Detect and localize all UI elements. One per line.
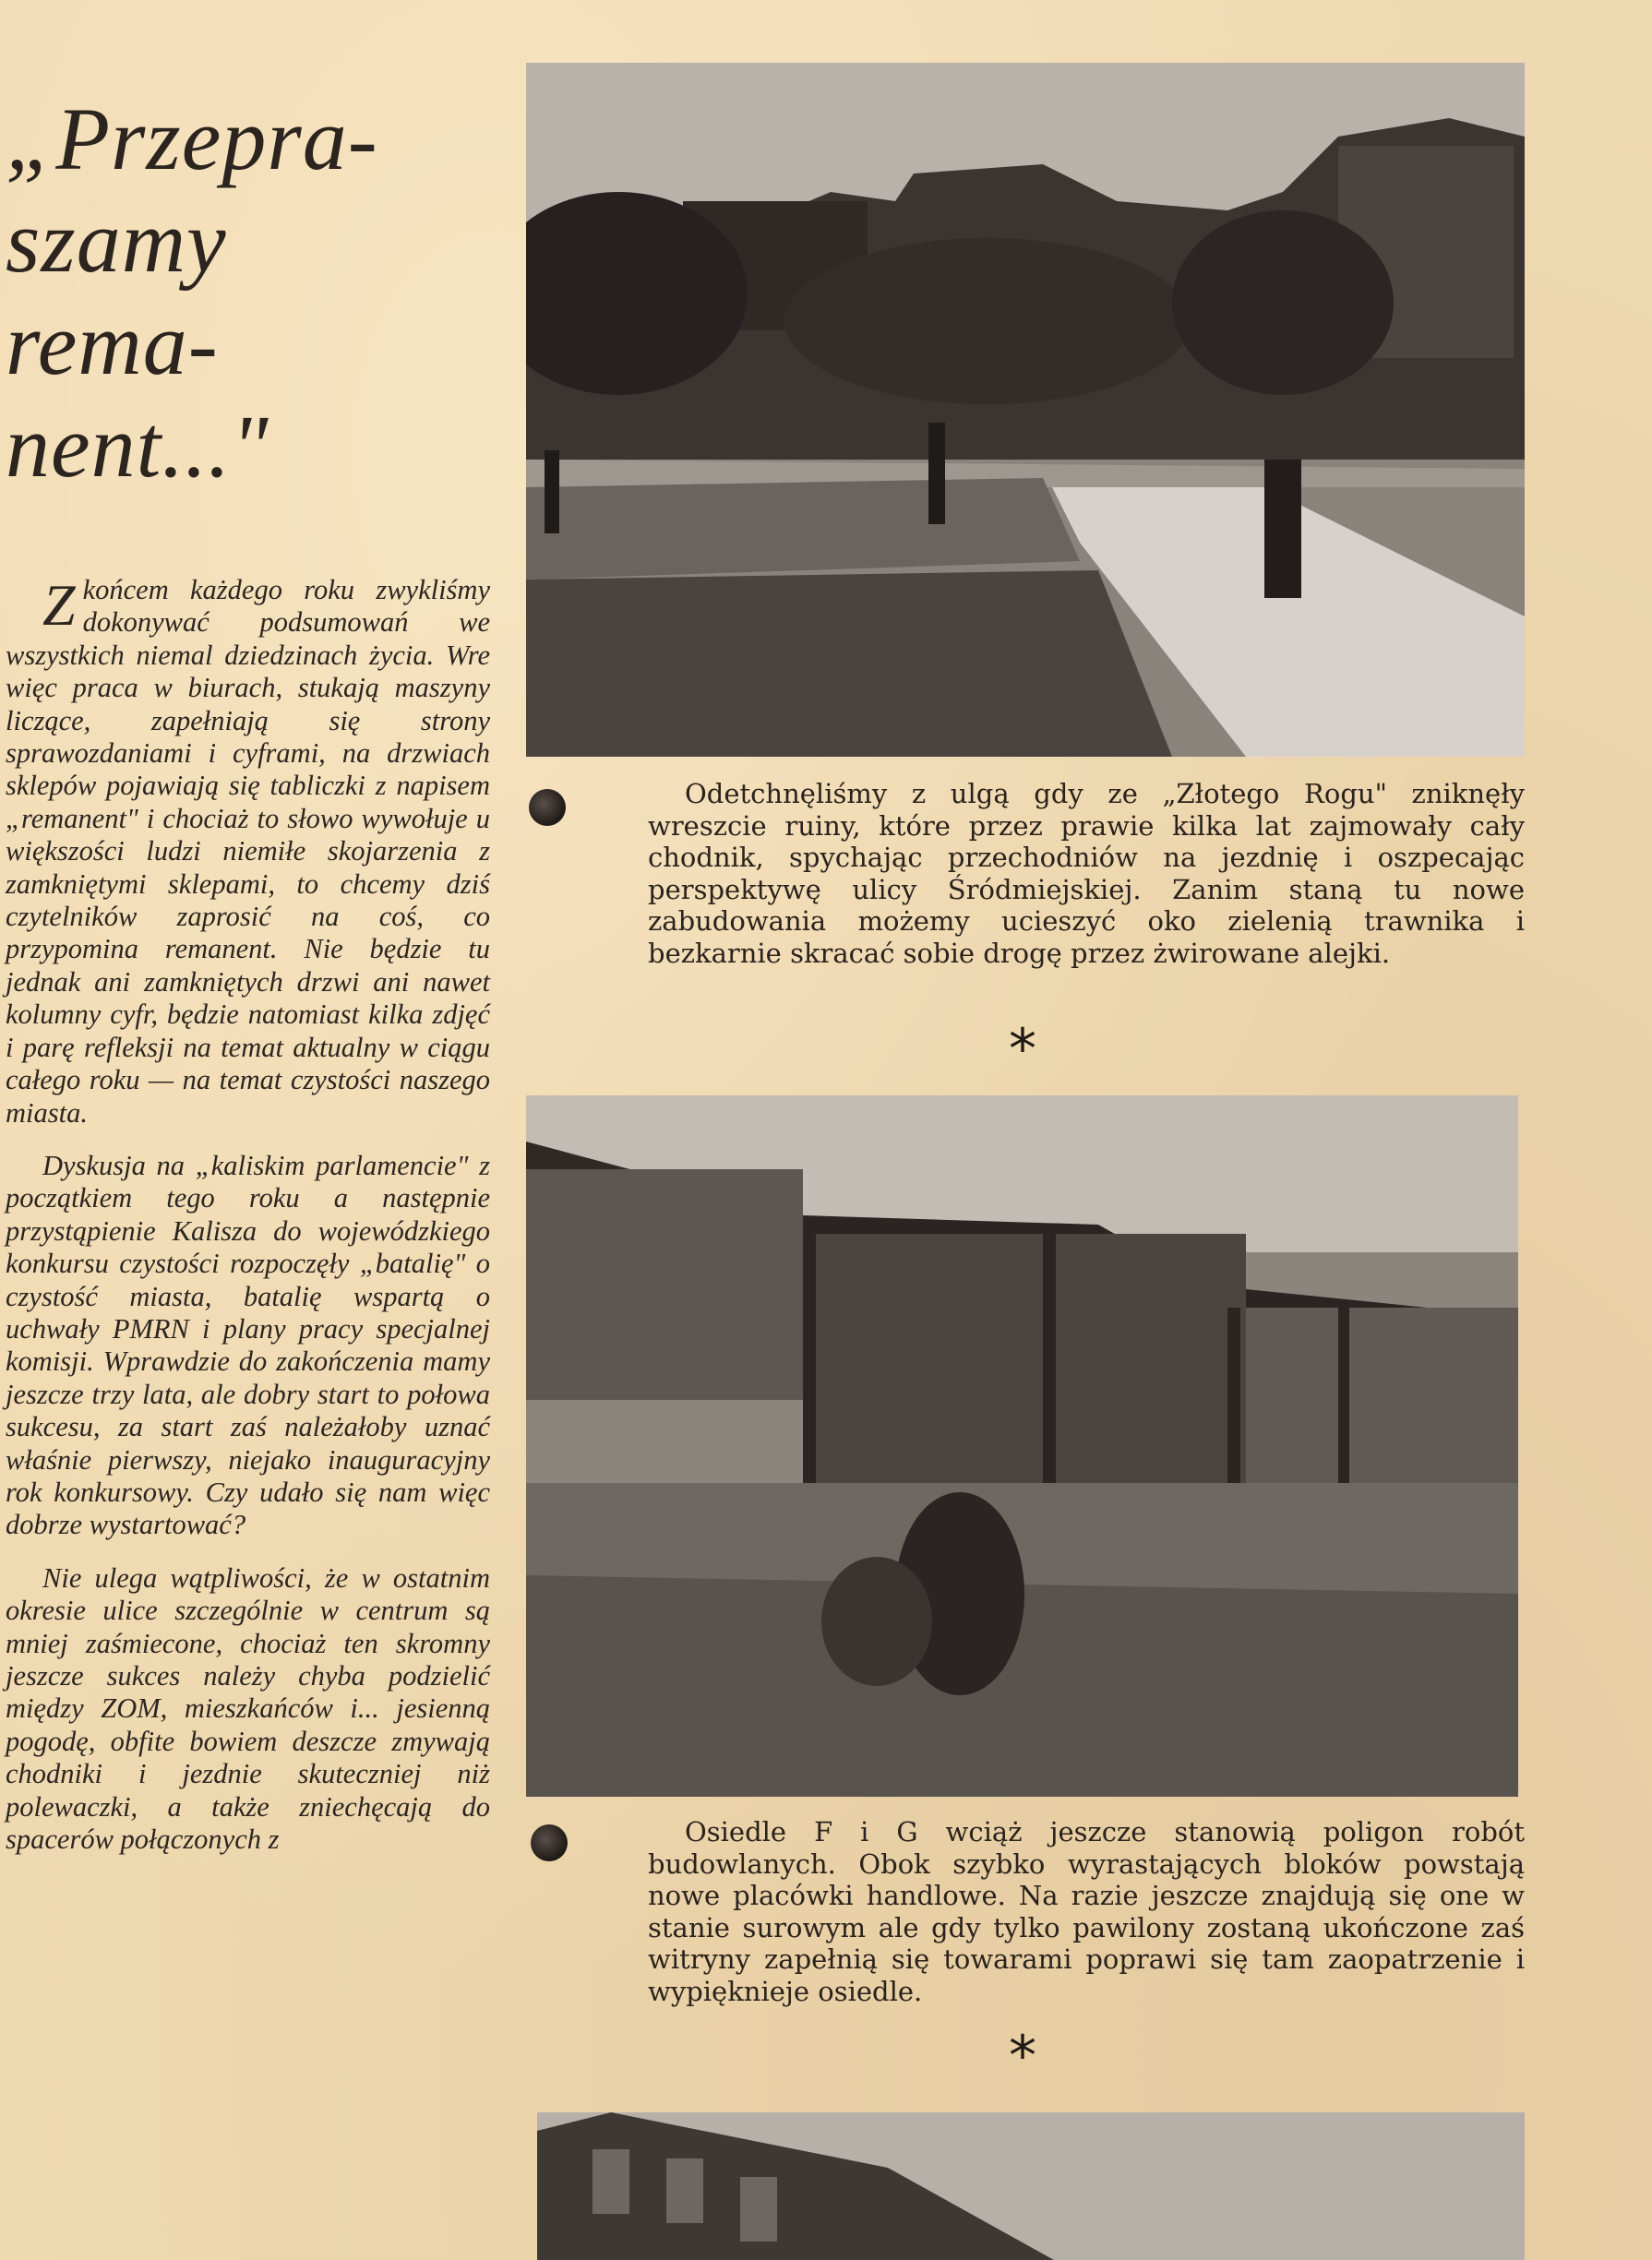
paragraph-text: końcem każdego roku zwykliśmy dokonywać podsumowań we wszystkich niemal dziedzinach życia. Wre więc praca w biurach, stukają maszyny liczące, zapełniają się strony sprawozdaniami i cyframi, na drzwiach sklepów pojawiają się tabliczki z napisem „remanent" i chociaż to słowo wywołuje u większości ludzi niemiłe skojarzenia z zamkniętymi sklepami, to chcemy dziś czytelników zaprosić na coś, co przypomina remanent. Nie będzie tu jednak ani zamkniętych drzwi ani nawet kolumny cyfr, będzie natomiast kilka zdjęć i parę refleksji na temat aktualny w ciągu całego roku — na temat czystości naszego miasta. <box>6 574 490 1129</box>
headline <box>6 88 485 497</box>
asterisk-icon: * <box>1009 1017 1036 1082</box>
headline-line: szamy <box>6 192 227 291</box>
photo-caption <box>648 1816 1525 2007</box>
round-bullet-icon <box>529 789 566 826</box>
round-bullet-icon <box>531 1824 568 1861</box>
photo-caption <box>648 778 1525 969</box>
photo-street-square-image <box>526 63 1525 757</box>
photo-construction-site-image <box>526 1095 1518 1797</box>
caption-text: Osiedle F i G wciąż jeszcze stanowią poligon robót budowlanych. Obok szybko wyrastających bloków powstają nowe placówki handlowe. Na razie jeszcze znajdują się one w stanie surowym ale gdy tylko pawilony zostaną ukończone zaś witryny zapełnią się towarami poprawi się tam zaopatrzenie i wypięknieje osiedle. <box>648 1816 1525 2007</box>
drop-cap: Z <box>42 572 76 638</box>
paragraph-intro <box>6 574 490 1130</box>
paragraph: Dyskusja na „kaliskim parlamencie" z początkiem tego roku a następnie przystąpienie Kalisza do wojewódzkiego konkursu czystości rozpoczęły „batalię" o czystość miasta, batalię wspartą o uchwały PMRN i plany pracy specjalnej komisji. Wprawdzie do zakończenia mamy jeszcze trzy lata, ale dobry start to połowa sukcesu, za start zaś należałoby uznać właśnie pierwszy, niejako inauguracyjny rok konkursowy. Czy udało się nam więc dobrze wystartować? <box>6 1149 490 1541</box>
photo-construction-site <box>526 1095 1518 1797</box>
photo-building-facade <box>537 2112 1525 2260</box>
headline-line: nent..." <box>6 397 269 496</box>
photo-street-square <box>526 63 1525 757</box>
photo-building-facade-image <box>537 2112 1525 2260</box>
paragraph: Nie ulega wątpliwości, że w ostatnim okresie ulice szczególnie w centrum są mniej zaśmiecone, chociaż ten skromny jeszcze sukces należy chyba podzielić między ZOM, mieszkańców i... jesienną pogodę, obfite bowiem deszcze zmywają chodniki i jezdnie skuteczniej niż polewaczki, a także zniechęcają do spacerów połączonych z <box>6 1561 490 1856</box>
caption-text: Odetchnęliśmy z ulgą gdy ze „Złotego Rogu" zniknęły wreszcie ruiny, które przez prawie kilka lat zajmowały cały chodnik, spychając przechodniów na jezdnię i oszpecając perspektywę ulicy Śródmiejskiej. Zanim staną tu nowe zabudowania możemy ucieszyć oko zielenią trawnika i bezkarnie skracać sobie drogę przez żwirowane alejki. <box>648 778 1525 969</box>
headline-line: „Przepra- <box>6 90 378 188</box>
headline-line: rema- <box>6 294 219 393</box>
asterisk-icon: * <box>1009 2024 1036 2088</box>
article-body <box>6 574 490 1876</box>
